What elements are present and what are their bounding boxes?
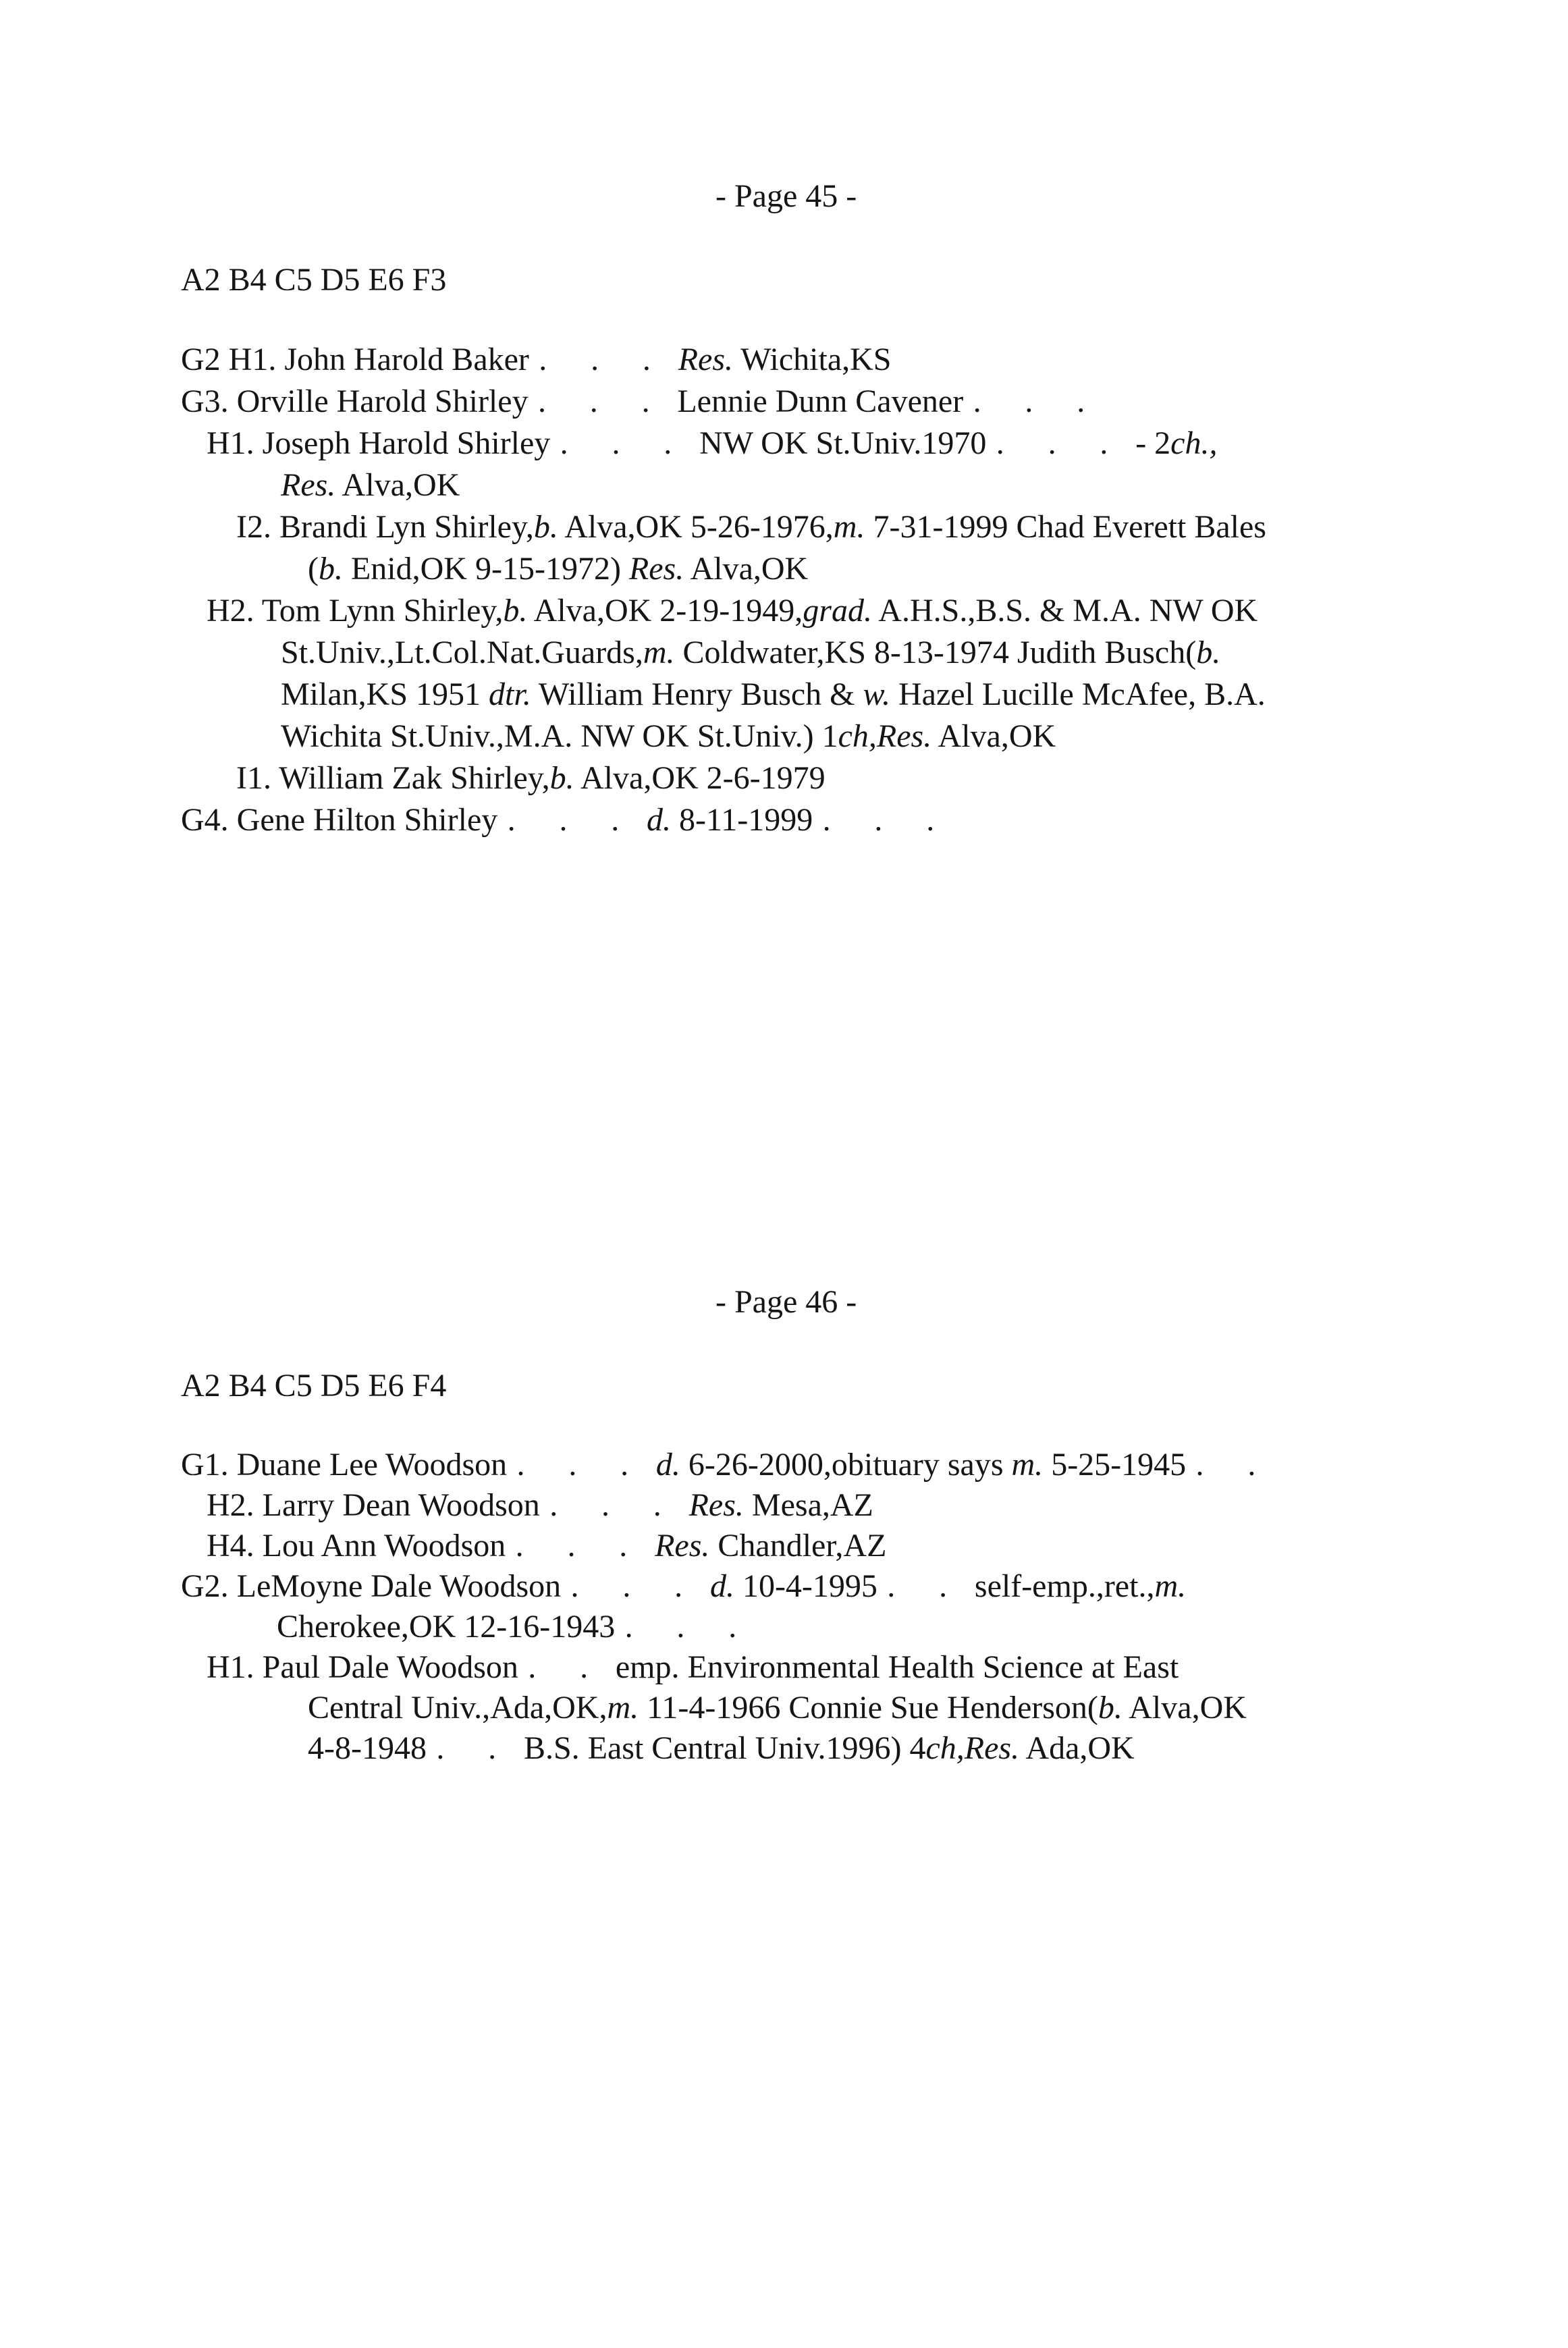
- entry-text: NW OK St.Univ.1970: [699, 425, 987, 461]
- abbreviation-italic: b.: [1196, 635, 1221, 670]
- genealogy-entries-45: [0, 339, 1266, 841]
- entry-line: [207, 1647, 1309, 1688]
- entry-text: Central Univ.,Ada,OK,: [308, 1690, 607, 1726]
- abbreviation-italic: Res.: [281, 467, 336, 503]
- entry-text: 6-26-2000,obituary says: [680, 1447, 1012, 1483]
- entry-line: [181, 799, 1232, 841]
- dot-leader: . . .: [539, 342, 669, 377]
- entry-text: G3. Orville Harold Shirley: [181, 383, 529, 419]
- dot-leader: . . .: [624, 1609, 755, 1645]
- entry-text: G2 H1. John Harold Baker: [181, 342, 529, 377]
- entry-text: I2. Brandi Lyn Shirley,: [236, 509, 534, 545]
- entry-text: 5-25-1945: [1043, 1447, 1187, 1483]
- entry-line: [181, 339, 1232, 381]
- entry-text: Alva,OK 2-19-1949,: [527, 593, 803, 629]
- entry-text: Alva,OK: [1122, 1690, 1247, 1726]
- dot-leader: . .: [528, 1649, 606, 1685]
- entry-line: [236, 757, 1287, 799]
- entry-text: Alva,OK: [931, 718, 1056, 754]
- entry-text: H2. Tom Lynn Shirley,: [207, 593, 504, 629]
- abbreviation-italic: d.: [709, 1568, 734, 1604]
- entry-text: I1. William Zak Shirley,: [236, 760, 550, 796]
- abbreviation-italic: grad.: [803, 593, 872, 629]
- entry-text: Alva,OK 5-26-1976,: [558, 509, 834, 545]
- entry-text: A.H.S.,B.S. & M.A. NW OK: [871, 593, 1258, 629]
- dot-leader: . . .: [537, 383, 668, 419]
- entry-text: Chandler,AZ: [709, 1528, 887, 1564]
- dot-leader: . . .: [516, 1447, 647, 1483]
- entry-text: Wichita St.Univ.,M.A. NW OK St.Univ.) 1: [281, 718, 838, 754]
- entry-text: Milan,KS 1951: [281, 676, 489, 712]
- entry-line: [207, 423, 1258, 464]
- entry-line: [281, 674, 1332, 716]
- dot-leader: . .: [1195, 1447, 1274, 1483]
- dot-leader: . . .: [549, 1487, 680, 1523]
- dot-leader: . . .: [570, 1568, 701, 1604]
- entry-text: Enid,OK 9-15-1972): [342, 551, 629, 587]
- abbreviation-italic: Res.: [688, 1487, 744, 1523]
- dot-leader: . . .: [507, 802, 637, 838]
- entry-line: [181, 381, 1232, 423]
- abbreviation-italic: m.: [833, 509, 865, 545]
- entry-text: - 2: [1135, 425, 1171, 461]
- entry-line: [281, 716, 1332, 757]
- entry-text: (: [308, 551, 319, 587]
- entry-line: [308, 548, 1359, 590]
- entry-text: G1. Duane Lee Woodson: [181, 1447, 508, 1483]
- abbreviation-italic: ch.,: [1170, 425, 1218, 461]
- dot-leader: . . .: [822, 802, 952, 838]
- abbreviation-italic: b.: [1098, 1690, 1123, 1726]
- page-number-45: - Page 45 -: [715, 178, 857, 214]
- entry-text: 11-4-1966 Connie Sue Henderson(: [639, 1690, 1098, 1726]
- entry-text: St.Univ.,Lt.Col.Nat.Guards,: [281, 635, 643, 670]
- entry-text: Coldwater,KS 8-13-1974 Judith Busch(: [674, 635, 1197, 670]
- lineage-code-f3: A2 B4 C5 D5 E6 F3: [181, 262, 447, 298]
- entry-text: Lennie Dunn Cavener: [677, 383, 964, 419]
- entry-text: Alva,OK: [335, 467, 460, 503]
- abbreviation-italic: m.: [643, 635, 675, 670]
- entry-line: [181, 1566, 1283, 1607]
- abbreviation-italic: b.: [533, 509, 558, 545]
- entry-text: Alva,OK 2-6-1979: [574, 760, 826, 796]
- entry-text: William Henry Busch &: [531, 676, 863, 712]
- entry-text: H1. Paul Dale Woodson: [207, 1649, 518, 1685]
- entry-text: B.S. East Central Univ.1996) 4: [523, 1730, 926, 1766]
- entry-text: 8-11-1999: [671, 802, 813, 838]
- entry-line: [281, 464, 1332, 506]
- abbreviation-italic: dtr.: [489, 676, 531, 712]
- dot-leader: . . .: [560, 425, 690, 461]
- entry-text: Wichita,KS: [733, 342, 892, 377]
- entry-text: 4-8-1948: [308, 1730, 427, 1766]
- entry-line: [207, 1485, 1309, 1526]
- entry-line: [236, 506, 1287, 548]
- abbreviation-italic: m.: [607, 1690, 639, 1726]
- abbreviation-italic: d.: [647, 802, 672, 838]
- entry-text: H1. Joseph Harold Shirley: [207, 425, 551, 461]
- entry-text: 7-31-1999 Chad Everett Bales: [865, 509, 1266, 545]
- abbreviation-italic: Res.: [628, 551, 684, 587]
- genealogy-entries-46: [0, 1445, 1274, 1769]
- abbreviation-italic: b.: [318, 551, 343, 587]
- abbreviation-italic: m.: [1011, 1447, 1044, 1483]
- entry-text: Alva,OK: [684, 551, 809, 587]
- entry-line: [308, 1688, 1410, 1728]
- lineage-code-f4: A2 B4 C5 D5 E6 F4: [181, 1368, 447, 1404]
- entry-text: G2. LeMoyne Dale Woodson: [181, 1568, 562, 1604]
- entry-line: [277, 1607, 1379, 1647]
- abbreviation-italic: m.: [1154, 1568, 1187, 1604]
- dot-leader: . . .: [515, 1528, 645, 1564]
- abbreviation-italic: w.: [863, 676, 890, 712]
- abbreviation-italic: Res.: [678, 342, 733, 377]
- entry-text: H4. Lou Ann Woodson: [207, 1528, 506, 1564]
- entry-text: Cherokee,OK 12-16-1943: [277, 1609, 616, 1645]
- entry-line: [281, 632, 1332, 674]
- entry-text: Ada,OK: [1019, 1730, 1135, 1766]
- entry-text: emp. Environmental Health Science at East: [615, 1649, 1179, 1685]
- entry-line: [308, 1728, 1410, 1769]
- entry-line: [207, 590, 1258, 632]
- entry-text: 10-4-1995: [734, 1568, 877, 1604]
- entry-line: [207, 1526, 1309, 1566]
- dot-leader: . .: [436, 1730, 514, 1766]
- abbreviation-italic: b.: [549, 760, 574, 796]
- dot-leader: . . .: [973, 383, 1103, 419]
- abbreviation-italic: ch,Res.: [838, 718, 932, 754]
- entry-text: Mesa,AZ: [743, 1487, 873, 1523]
- page-number-46: - Page 46 -: [715, 1284, 857, 1320]
- abbreviation-italic: ch,Res.: [925, 1730, 1020, 1766]
- dot-leader: . .: [887, 1568, 965, 1604]
- entry-text: Hazel Lucille McAfee, B.A.: [890, 676, 1266, 712]
- entry-text: H2. Larry Dean Woodson: [207, 1487, 540, 1523]
- abbreviation-italic: Res.: [655, 1528, 710, 1564]
- abbreviation-italic: b.: [503, 593, 528, 629]
- entry-line: [181, 1445, 1283, 1485]
- abbreviation-italic: d.: [655, 1447, 680, 1483]
- entry-text: G4. Gene Hilton Shirley: [181, 802, 498, 838]
- dot-leader: . . .: [996, 425, 1126, 461]
- entry-text: self-emp.,ret.,: [974, 1568, 1155, 1604]
